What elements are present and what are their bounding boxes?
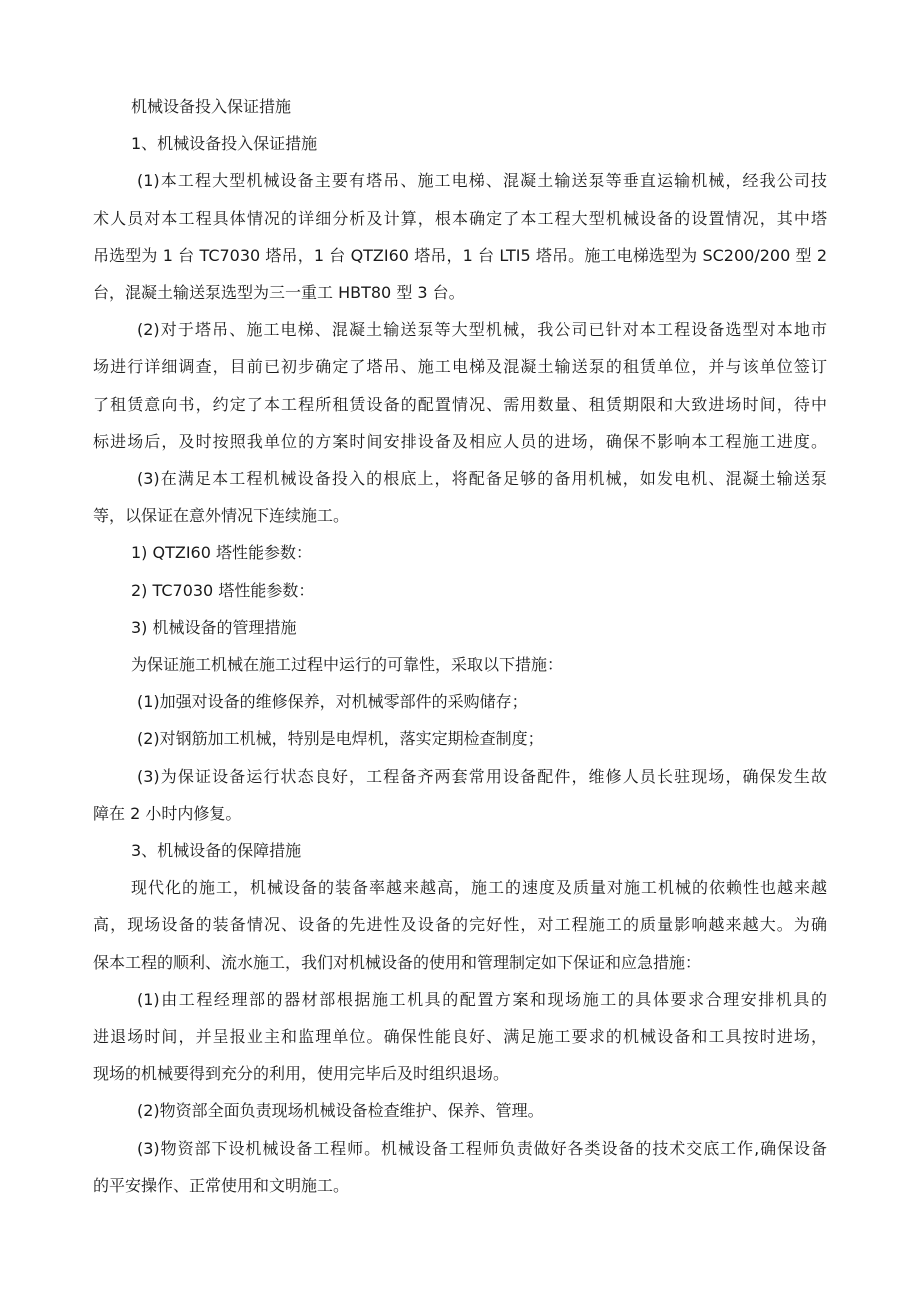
paragraph-1-line: 台，混凝土输送泵选型为三一重工 HBT80 型 3 台。 <box>93 283 465 303</box>
measure-2: (2)对钢筋加工机械，特别是电焊机，落实定期检查制度； <box>137 729 544 749</box>
list-item-tc7030: 2) TC7030 塔性能参数： <box>131 580 315 600</box>
section-1-heading: 1、机械设备投入保证措施 <box>131 134 318 154</box>
paragraph-2-line: 了租赁意向书，约定了本工程所租赁设备的配置情况、需用数量、租赁期限和大致进场时间，待中 <box>93 394 827 414</box>
support-3-line: (3)物资部下设机械设备工程师。机械设备工程师负责做好各类设备的技术交底工作,确保设备 <box>137 1138 827 1158</box>
measure-1: (1)加强对设备的维修保养，对机械零部件的采购储存； <box>137 692 528 712</box>
measure-3-line: (3)为保证设备运行状态良好，工程备齐两套常用设备配件，维修人员长驻现场，确保发生故 <box>137 766 827 786</box>
paragraph-3-line: (3)在满足本工程机械设备投入的根底上，将配备足够的备用机械，如发电机、混凝土输送泵 <box>137 469 827 489</box>
paragraph-2-line: 场进行详细调查，目前已初步确定了塔吊、施工电梯及混凝土输送泵的租赁单位，并与该单位签订 <box>93 357 827 377</box>
support-1-line: 现场的机械要得到充分的利用，使用完毕后及时组织退场。 <box>93 1064 510 1084</box>
section-3-paragraph-line: 高，现场设备的装备情况、设备的先进性及设备的完好性，对工程施工的质量影响越来越大。为确 <box>93 915 827 935</box>
document-page <box>93 88 827 1204</box>
list-item-qtzi60: 1) QTZI60 塔性能参数： <box>131 543 313 563</box>
paragraph-3-line: 等，以保证在意外情况下连续施工。 <box>93 506 350 526</box>
paragraph-1-line: 术人员对本工程具体情况的详细分析及计算，根本确定了本工程大型机械设备的设置情况，其中塔 <box>93 208 827 228</box>
document-title: 机械设备投入保证措施 <box>131 97 292 116</box>
measures-intro: 为保证施工机械在施工过程中运行的可靠性，采取以下措施： <box>131 655 564 675</box>
support-3-line: 的平安操作、正常使用和文明施工。 <box>93 1175 350 1195</box>
list-item-management: 3) 机械设备的管理措施 <box>131 617 297 637</box>
support-1-line: (1)由工程经理部的器材部根据施工机具的配置方案和现场施工的具体要求合理安排机具的 <box>137 989 827 1009</box>
section-3-paragraph-line: 现代化的施工，机械设备的装备率越来越高，施工的速度及质量对施工机械的依赖性也越来越 <box>131 878 827 898</box>
support-1-line: 进退场时间，并呈报业主和监理单位。确保性能良好、满足施工要求的机械设备和工具按时进场， <box>93 1027 827 1047</box>
section-3-paragraph-line: 保本工程的顺利、流水施工，我们对机械设备的使用和管理制定如下保证和应急措施： <box>93 952 702 972</box>
paragraph-2-line: (2)对于塔吊、施工电梯、混凝土输送泵等大型机械，我公司已针对本工程设备选型对本地市 <box>137 320 827 340</box>
paragraph-1-line: 吊选型为 1 台 TC7030 塔吊，1 台 QTZI60 塔吊，1 台 LTI5 塔吊。施工电梯选型为 SC200/200 型 2 <box>93 245 827 265</box>
paragraph-2-line: 标进场后，及时按照我单位的方案时间安排设备及相应人员的进场，确保不影响本工程施工进度。 <box>93 431 827 451</box>
support-2: (2)物资部全面负责现场机械设备检查维护、保养、管理。 <box>137 1101 544 1121</box>
paragraph-1-line: (1)本工程大型机械设备主要有塔吊、施工电梯、混凝土输送泵等垂直运输机械，经我公司技 <box>137 171 827 191</box>
section-3-heading: 3、机械设备的保障措施 <box>131 841 302 861</box>
measure-3-line: 障在 2 小时内修复。 <box>93 803 242 823</box>
